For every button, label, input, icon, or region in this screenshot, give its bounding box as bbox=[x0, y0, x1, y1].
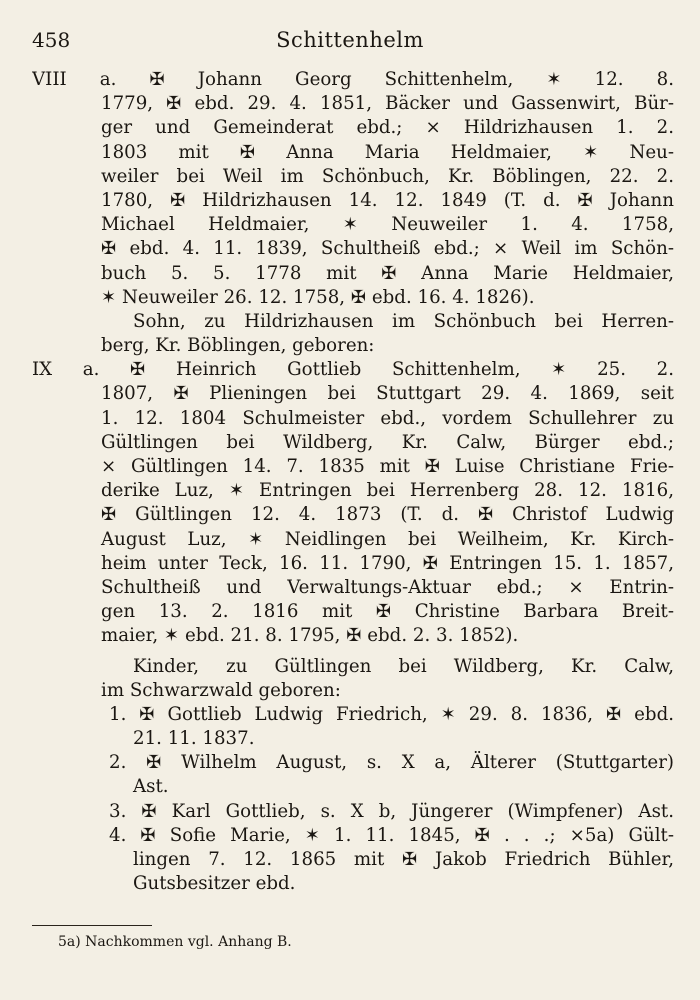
text-line: VIII a. ✠ Johann Georg Schittenhelm, ✶ 12. 8. bbox=[32, 69, 674, 90]
text-line: 21. 11. 1837. bbox=[133, 728, 255, 750]
text-line: 1779, ✠ ebd. 29. 4. 1851, Bäcker und Gassenwirt, Bür- bbox=[101, 93, 674, 115]
text-line: im Schwarzwald geboren: bbox=[101, 679, 341, 701]
text-line: weiler bei Weil im Schönbuch, Kr. Böblingen, 22. 2. bbox=[101, 165, 674, 187]
text-line: maier, ✶ ebd. 21. 8. 1795, ✠ ebd. 2. 3. 1852). bbox=[101, 625, 519, 647]
text-line: Gültlingen bei Wildberg, Kr. Calw, Bürger ebd.; bbox=[101, 431, 674, 453]
text-line: heim unter Teck, 16. 11. 1790, ✠ Entringen 15. 1. 1857, bbox=[101, 552, 674, 574]
text-line: ger und Gemeinderat ebd.; ⨯ Hildrizhausen 1. 2. bbox=[101, 117, 674, 139]
text-line: Michael Heldmaier, ✶ Neuweiler 1. 4. 1758, bbox=[101, 214, 674, 236]
text-line: Ast. bbox=[133, 776, 169, 798]
footnote: 5a) Nachkommen vgl. Anhang B. bbox=[58, 934, 292, 950]
list-item: 3. ✠ Karl Gottlieb, s. X b, Jüngerer (Wimpfener) Ast. bbox=[109, 800, 674, 822]
text-line: 1807, ✠ Plieningen bei Stuttgart 29. 4. 1869, seit bbox=[101, 383, 674, 405]
text-line: ⨯ Gültlingen 14. 7. 1835 mit ✠ Luise Christiane Frie- bbox=[101, 456, 674, 477]
footnote-rule bbox=[32, 925, 152, 926]
text-line: 1780, ✠ Hildrizhausen 14. 12. 1849 (T. d. ✠ Johann bbox=[101, 189, 674, 211]
list-item: 4. ✠ Sofie Marie, ✶ 1. 11. 1845, ✠ . . .; ⨯5a) Gült- bbox=[109, 824, 674, 846]
text-line: berg, Kr. Böblingen, geboren: bbox=[101, 335, 375, 357]
text-line: ✠ Gültlingen 12. 4. 1873 (T. d. ✠ Christof Ludwig bbox=[101, 504, 674, 526]
text-line: IX a. ✠ Heinrich Gottlieb Schittenhelm, ✶ 25. 2. bbox=[32, 359, 674, 381]
text-line: derike Luz, ✶ Entringen bei Herrenberg 28. 12. 1816, bbox=[101, 480, 674, 502]
text-line: ✶ Neuweiler 26. 12. 1758, ✠ ebd. 16. 4. 1826). bbox=[101, 286, 535, 308]
page-header bbox=[32, 28, 668, 62]
text-line: Kinder, zu Gültlingen bei Wildberg, Kr. Calw, bbox=[133, 655, 674, 677]
page-number: 458 bbox=[32, 28, 71, 52]
genealogy-text bbox=[32, 68, 674, 896]
text-line: 1. 12. 1804 Schulmeister ebd., vordem Schullehrer zu bbox=[101, 407, 674, 429]
text-line: Sohn, zu Hildrizhausen im Schönbuch bei Herren- bbox=[133, 310, 674, 332]
text-line: 1803 mit ✠ Anna Maria Heldmaier, ✶ Neu- bbox=[101, 141, 674, 163]
text-line: Gutsbesitzer ebd. bbox=[133, 873, 296, 895]
running-title: Schittenhelm bbox=[276, 28, 424, 52]
text-line: lingen 7. 12. 1865 mit ✠ Jakob Friedrich Bühler, bbox=[133, 849, 674, 870]
text-line: Schultheiß und Verwaltungs-Aktuar ebd.; ⨯ Entrin- bbox=[101, 576, 674, 598]
text-line: August Luz, ✶ Neidlingen bei Weilheim, Kr. Kirch- bbox=[101, 528, 674, 550]
text-line: gen 13. 2. 1816 mit ✠ Christine Barbara Breit- bbox=[101, 601, 674, 623]
text-line: buch 5. 5. 1778 mit ✠ Anna Marie Heldmaier, bbox=[101, 262, 674, 284]
list-item: 1. ✠ Gottlieb Ludwig Friedrich, ✶ 29. 8. 1836, ✠ ebd. bbox=[109, 703, 674, 725]
list-item: 2. ✠ Wilhelm August, s. X a, Älterer (Stuttgarter) bbox=[109, 752, 674, 774]
text-line: ✠ ebd. 4. 11. 1839, Schultheiß ebd.; ⨯ Weil im Schön- bbox=[101, 238, 674, 260]
